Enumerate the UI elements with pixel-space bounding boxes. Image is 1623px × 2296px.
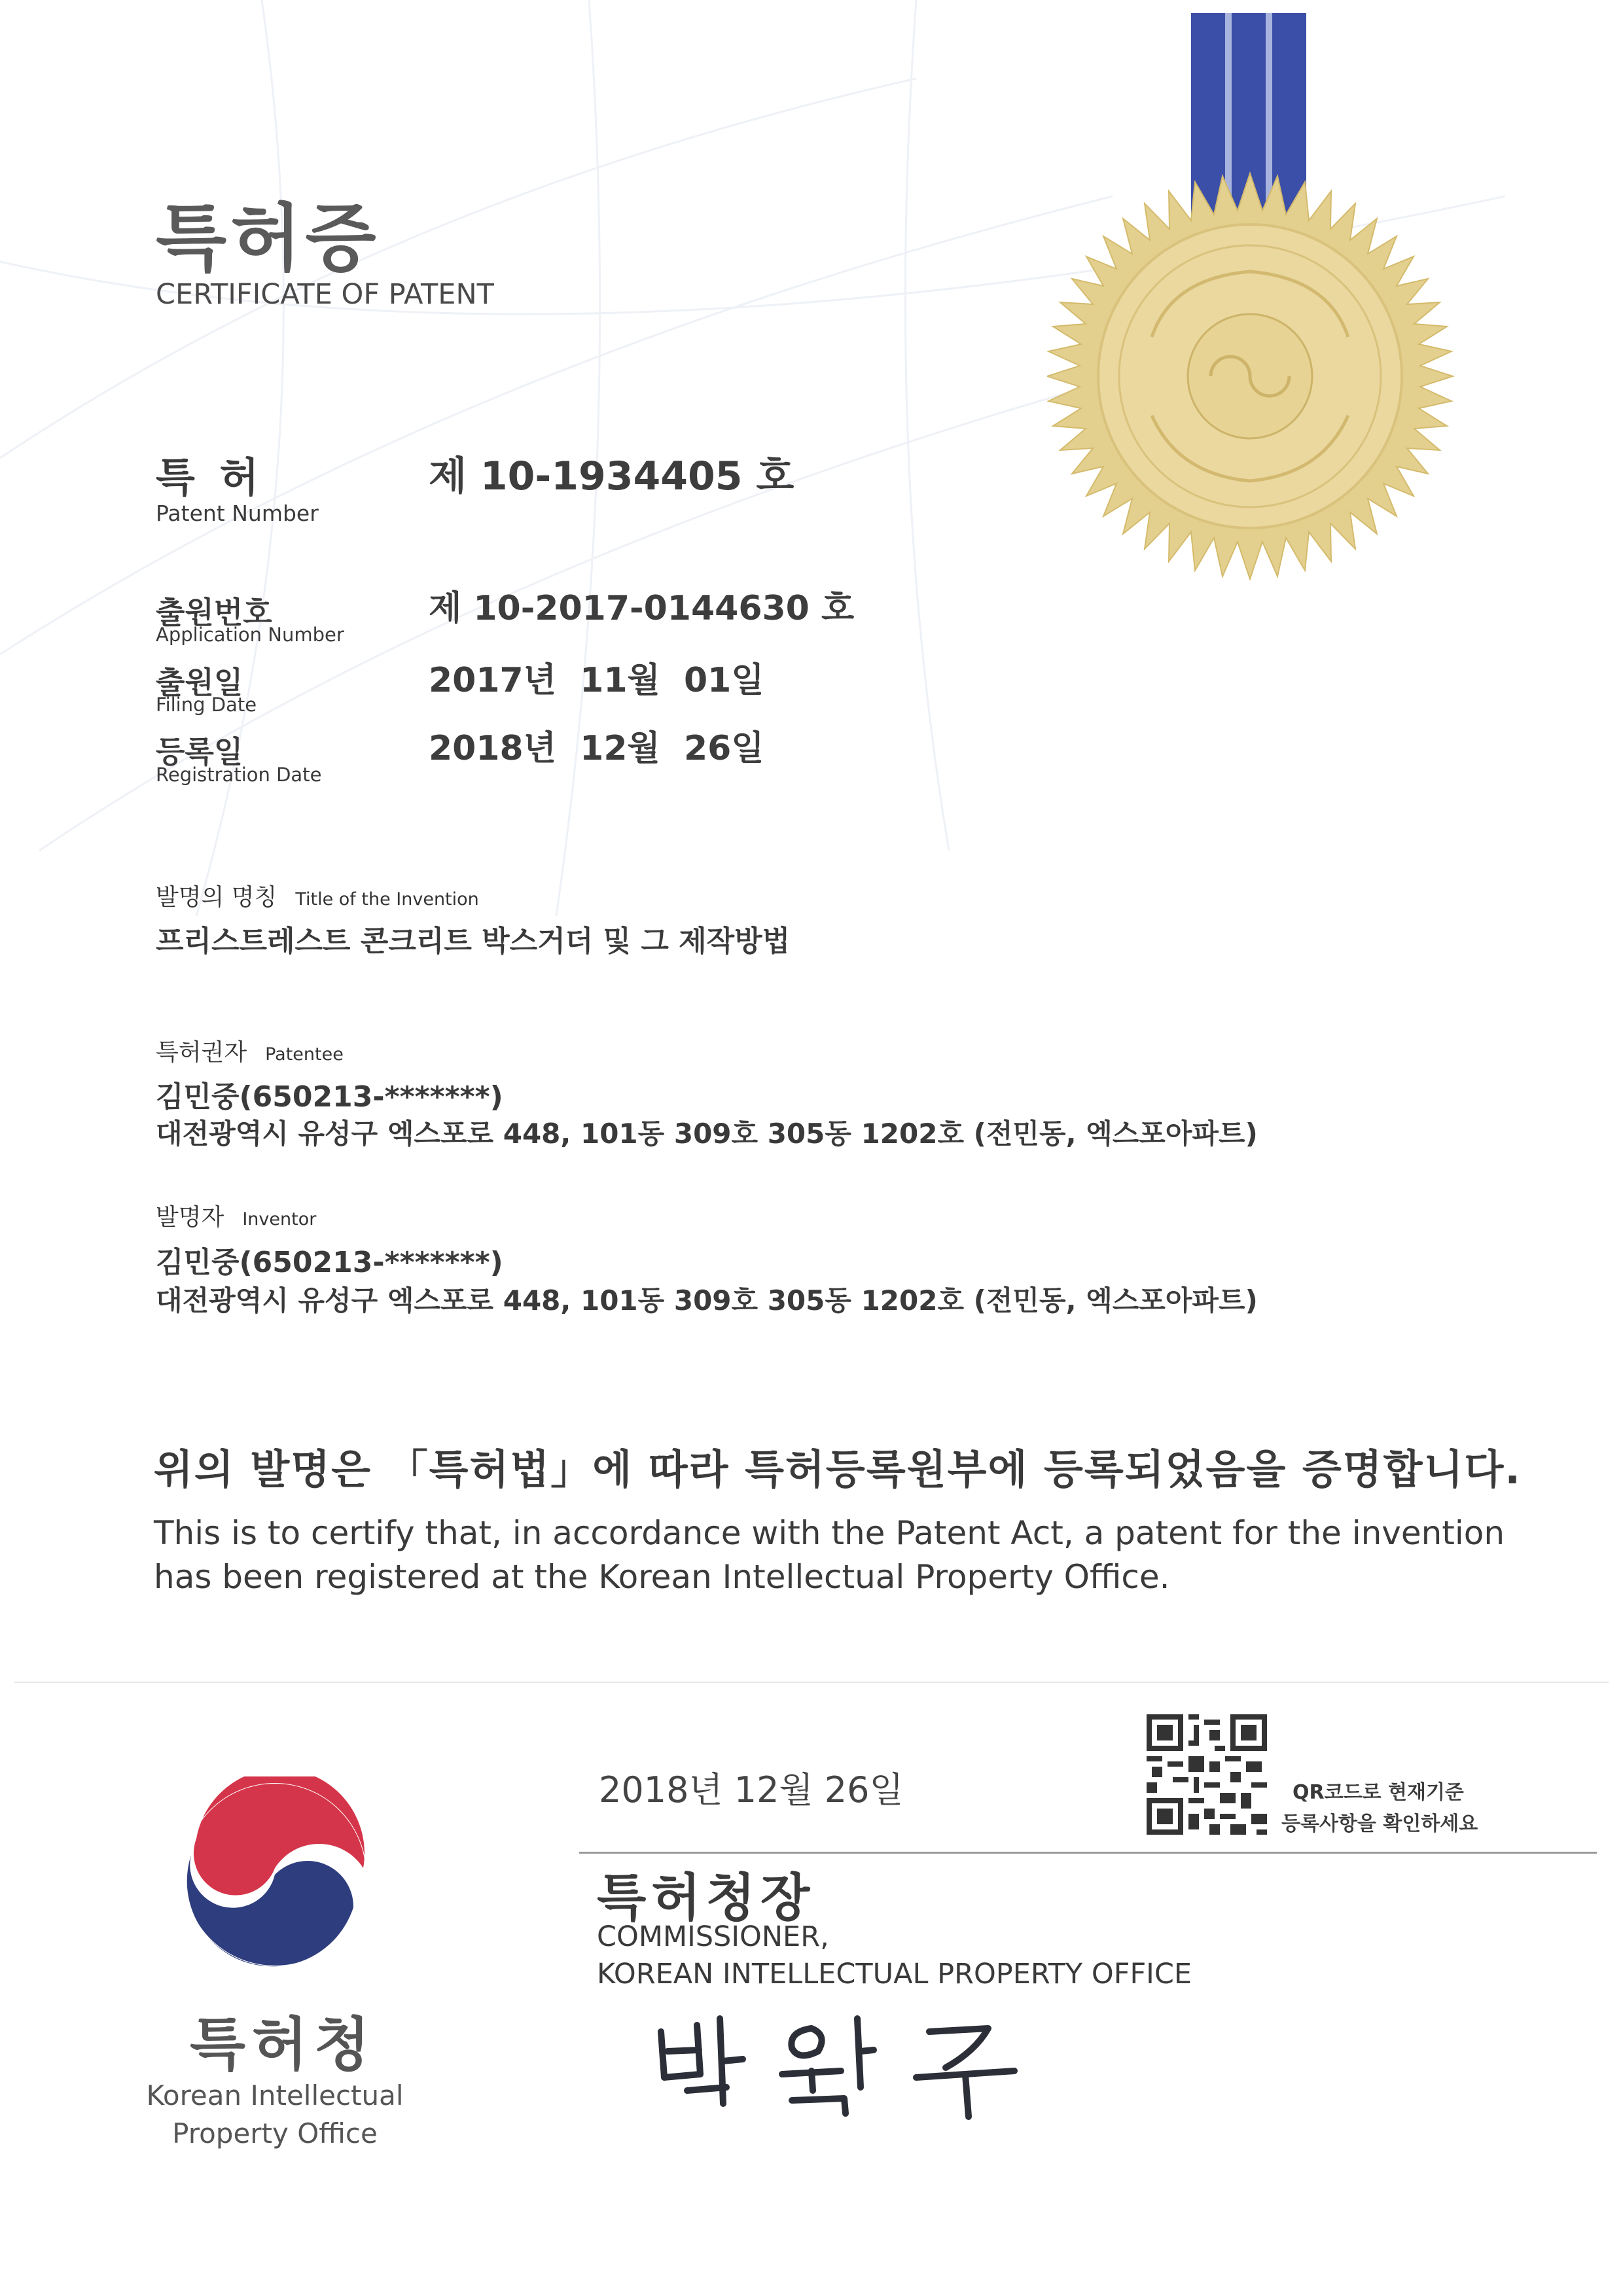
qr-note-line1: QR코드로 현재기준: [1293, 1781, 1464, 1804]
certificate-title-kr: 특허증: [156, 196, 380, 281]
certification-statement-en-line1: This is to certify that, in accordance with the Patent Act, a patent for the invention: [154, 1514, 1505, 1552]
certification-statement-en-line2: has been registered at the Korean Intellectual Property Office.: [154, 1558, 1170, 1596]
registration-date-label-kr: 등록일: [156, 734, 243, 769]
patentee-name: 김민중(650213-*******): [156, 1080, 503, 1114]
invention-section-label: [156, 879, 479, 912]
invention-label-en: Title of the Invention: [295, 889, 479, 910]
inventor-section-label: [156, 1199, 316, 1232]
certification-statement-kr: 위의 발명은 「특허법」에 따라 특허등록원부에 등록되었음을 증명합니다.: [154, 1445, 1522, 1493]
patent-number-value: 제 10-1934405 호: [429, 453, 794, 499]
application-number-label-kr: 출원번호: [156, 595, 272, 630]
certificate-title-en: CERTIFICATE OF PATENT: [156, 278, 494, 311]
signature-divider: [579, 1852, 1597, 1854]
inventor-label-en: Inventor: [242, 1209, 317, 1229]
kipo-logo-icon: [177, 1776, 373, 1973]
registration-date-value: 2018년 12월 26일: [429, 729, 764, 768]
section-divider: [14, 1682, 1609, 1683]
patentee-label-kr: 특허권자: [156, 1039, 247, 1066]
patentee-address: 대전광역시 유성구 엑스포로 448, 101동 309호 305동 1202호 (전민동, 엑스포아파트): [156, 1118, 1258, 1150]
patentee-section-label: [156, 1034, 344, 1067]
filing-date-label-en: Filing Date: [156, 694, 257, 716]
kipo-name-en-line1: Korean Intellectual: [146, 2079, 404, 2111]
registration-date-label-en: Registration Date: [156, 764, 322, 786]
kipo-name-kr: 특허청: [190, 2011, 377, 2078]
application-number-label-en: Application Number: [156, 624, 344, 646]
invention-title: 프리스트레스트 콘크리트 박스거더 및 그 제작방법: [156, 925, 791, 958]
invention-label-kr: 발명의 명칭: [156, 884, 277, 911]
patentee-label-en: Patentee: [265, 1044, 344, 1065]
filing-date-label-kr: 출원일: [156, 665, 243, 700]
inventor-address: 대전광역시 유성구 엑스포로 448, 101동 309호 305동 1202호 (전민동, 엑스포아파트): [156, 1284, 1258, 1316]
filing-date-value: 2017년 11월 01일: [429, 661, 764, 700]
gold-seal-emblem: [1047, 13, 1472, 589]
qr-note-line2: 등록사항을 확인하세요: [1281, 1812, 1478, 1835]
kipo-name-en-line2: Property Office: [172, 2117, 378, 2149]
inventor-label-kr: 발명자: [156, 1204, 224, 1231]
commissioner-title-en-line2: KOREAN INTELLECTUAL PROPERTY OFFICE: [597, 1958, 1192, 1990]
patent-number-label-en: Patent Number: [156, 501, 319, 526]
patent-number-label-kr: 특 허: [156, 453, 264, 501]
commissioner-signature: [648, 2005, 1041, 2123]
inventor-name: 김민중(650213-*******): [156, 1246, 503, 1279]
commissioner-title-kr: 특허청장: [597, 1869, 815, 1928]
issue-date: 2018년 12월 26일: [599, 1769, 904, 1810]
application-number-value: 제 10-2017-0144630 호: [429, 589, 855, 628]
commissioner-title-en-line1: COMMISSIONER,: [597, 1920, 829, 1953]
qr-code-icon[interactable]: [1147, 1714, 1267, 1835]
